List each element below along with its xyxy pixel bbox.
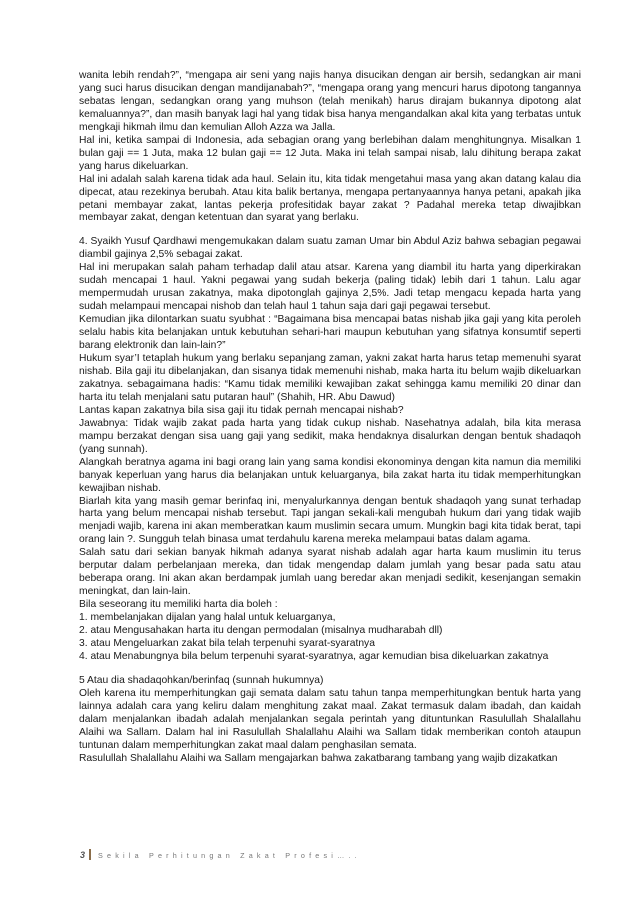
footer-divider	[89, 849, 91, 860]
paragraph: wanita lebih rendah?”, “mengapa air seni yang najis hanya disucikan dengan air bersih, sedangkan air mani yang suci harus disucikan dengan mandijanabah?”, “mengapa orang yang mencuri harus dipotong tangannya sebatas lengan, sedangkan orang yang muhson (telah menikah) harus dirajam bukannya dipotong alat kemaluannya?”, dan masih banyak lagi hal yang tidak bisa hanya mengandalkan akal kita yang terbatas untuk mengkaji hikmah ilmu dan kemulian Alloh Azza wa Jalla.	[79, 70, 582, 133]
paragraph: Alangkah beratnya agama ini bagi orang lain yang sama kondisi ekonominya dengan kita namun dia memiliki banyak keperluan yang harus dia belanjakan untuk keluarganya, bila zakat harta itu tidak memperhitungkan kewajiban nishab.	[79, 456, 581, 494]
paragraph: Hal ini, ketika sampai di Indonesia, ada sebagian orang yang berlebihan dalam menghitungnya. Misalkan 1 bulan gaji == 1 Juta, maka 12 bulan gaji == 12 Juta. Maka ini telah sampai nisab, lalu dihitung berapa zakat yang harus dikeluarkan.	[79, 134, 581, 172]
paragraph: Biarlah kita yang masih gemar berinfaq ini, menyalurkannya dengan bentuk shadaqoh yang sunat terhadap harta yang belum mencapai nishab tersebut. Tapi jangan sekali-kali mengubah hukum dari yang tidak wajib menjadi wajib, karena ini akan memberatkan kaum muslimin secara umum. Mungkin bagi kita tidak berat, tapi orang lain ?. Sungguh telah binasa umat terdahulu karena mereka melampaui batas dalam agama.	[79, 495, 581, 546]
paragraph: 5 Atau dia shadaqohkan/berinfaq (sunnah hukumnya)	[79, 674, 324, 686]
paragraph: 2. atau Mengusahakan harta itu dengan permodalan (misalnya mudharabah dll)	[79, 625, 443, 637]
paragraph: Kemudian jika dilontarkan suatu syubhat : “Bagaimana bisa mencapai batas nishab jika gaji yang kita peroleh selalu habis kita belanjakan untuk kebutuhan sehari-hari maupun kebutuhan yang sifatnya konsumtif seperti barang elektronik dan lain-lain?”	[79, 314, 581, 352]
paragraph: Rasulullah Shalallahu Alaihi wa Sallam mengajarkan bahwa zakatbarang tambang yang wajib dizakatkan	[79, 752, 558, 764]
paragraph: Oleh karena itu memperhitungkan gaji semata dalam satu tahun tanpa memperhitungkan bentuk harta yang lainnya adalah cara yang keliru dalam menghitung zakat maal. Zakat termasuk dalam ibadah, dan kaidah dalam menjalankan ibadah adalah menjalankan segala perintah yang dituntunkan Rasulullah Shalallahu Alaihi wa Sallam. Dalam hal ini Rasulullah Shalallahu Alaihi wa Sallam tidak memberikan contoh ataupun tuntunan dalam memperhitungkan zakat maal dalam penghasilan semata.	[79, 687, 581, 751]
paragraph: Hal ini adalah salah karena tidak ada haul. Selain itu, kita tidak mengetahui masa yang akan datang kalau dia dipecat, atau rezekinya berubah. Atau kita balik bertanya, mengapa pertanyaannya hanya petani, apakah jika petani membayar zakat, lantas pekerja profesitidak bayar zakat ? Padahal mereka tetap diwajibkan membayar zakat, dengan ketentuan dan syarat yang berlaku.	[79, 173, 581, 224]
paragraph: Bila seseorang itu memiliki harta dia boleh :	[79, 599, 278, 611]
paragraph: Jawabnya: Tidak wajib zakat pada harta yang tidak cukup nishab. Nasehatnya adalah, bila kita merasa mampu berzakat dengan sisa uang gaji yang sedikit, maka hendaknya disalurkan dengan bentuk shadaqoh (yang sunnah).	[79, 417, 581, 455]
paragraph: 4. atau Menabungnya bila belum terpenuhi syarat-syaratnya, agar kemudian bisa dikeluarkan zakatnya	[79, 650, 549, 662]
paragraph: 3. atau Mengeluarkan zakat bila telah terpenuhi syarat-syaratnya	[79, 637, 375, 649]
body-text	[79, 70, 581, 766]
paragraph: 1. membelanjakan dijalan yang halal untuk keluarganya,	[79, 612, 336, 624]
paragraph: 4. Syaikh Yusuf Qardhawi mengemukakan dalam suatu zaman Umar bin Abdul Aziz bahwa sebagian pegawai diambil gajinya 2,5% sebagai zakat.	[79, 236, 581, 261]
page-number: 3	[80, 850, 86, 860]
paragraph: Salah satu dari sekian banyak hikmah adanya syarat nishab adalah agar harta kaum muslimin itu terus berputar dalam perbelanjaan mereka, dan tidak mengendap dalam jumlah yang besar pada satu atau beberapa orang. Ini akan akan berdampak jumlah uang beredar akan menjadi sedikit, kesenjangan semakin meningkat, dan lain-lain.	[79, 547, 581, 598]
paragraph: Hal ini merupakan salah paham terhadap dalil atau atsar. Karena yang diambil itu harta yang diperkirakan sudah mencapai 1 haul. Yakni pegawai yang sudah bekerja (paling tidak) lebih dari 1 tahun. Lalu agar mempermudah urusan zakatnya, maka dipotonglah gajinya 2,5%. Jadi tetap mengacu kepada harta yang sudah melampaui mencapai nishob dan telah haul 1 tahun saja dari gaji pegawai tersebut.	[79, 262, 581, 313]
paragraph: Lantas kapan zakatnya bila sisa gaji itu tidak pernah mencapai nishab?	[79, 404, 404, 416]
page-footer	[79, 846, 581, 866]
paragraph: Hukum syar’I tetaplah hukum yang berlaku sepanjang zaman, yakni zakat harta harus tetap memenuhi syarat nishab. Bila gaji itu dibelanjakan, dan sisanya tidak memenuhi nishab, maka harta itu belum wajib dikeluarkan zakatnya. sebagaimana hadis: “Kamu tidak memiliki kewajiban zakat sehingga kamu memiliki 20 dinar dan harta itu telah menjalani satu putaran haul” (Shahih, HR. Abu Dawud)	[79, 353, 581, 403]
footer-title: Sekila Perhitungan Zakat Profesi…..	[98, 851, 361, 860]
